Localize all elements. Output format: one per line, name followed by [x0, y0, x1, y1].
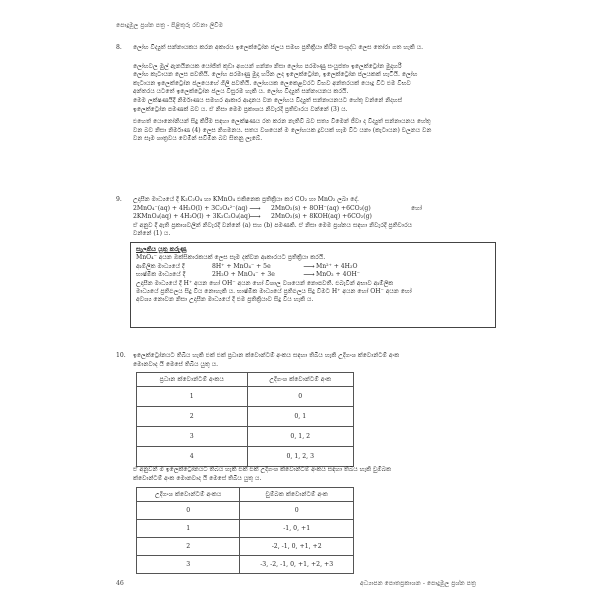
- equation-rhs: 2MnO₂(s) + 8KOH(aq) +6CO₂(g): [271, 213, 372, 221]
- equation-1: [133, 205, 496, 214]
- table-cell: 3: [137, 427, 248, 447]
- column-header: චුම්බක ක්වොන්ටම් අංක: [240, 488, 354, 502]
- equation-lhs: 2KMnO₄(aq) + 4H₂O(l) + 3K₂C₂O₄(aq): [133, 213, 251, 221]
- text-line: ඒ අනුවින් ම ඉලෙක්ට්‍රෝනයට තිබිය හැකි එක් එක් උදිගංශ ක්වොන්ටම් අංකය සඳහා තිබිය හැකි චුම්බක: [133, 466, 392, 473]
- table-row: [137, 538, 354, 556]
- text-line: ඉලෙක්ට්‍රෝන පමණක් බව ය. ඒ නිසා මෙම ප්‍රකාශය නිවැරදි ප්‍රතිචාරය වන්නේ (3) ය.: [133, 105, 348, 113]
- notes-title: සැලකිය යුතු කරුණු: [136, 246, 187, 253]
- text-line: MnO₄⁻ අයන ඔක්සිකාරකයක් ලෙස සෑම දක්වන ආකාරයට ප්‍රතික්‍රියා කරයි.: [136, 254, 326, 262]
- question-text: ඉලෙක්ට්‍රෝනයට තිබිය හැකි එක් එක් ප්‍රධාන ක්වොන්ටම් අංකය සඳහා තිබිය හැකි උදිගංශ ක්වොන්ටම් අංක: [133, 352, 400, 359]
- text-line: එහෙත් යොනෝනියන් සිදු කිරීම සඳහා ලෙක්ෂණය රත කරන නැතිවී බව සත්‍ය වීමෙන් ජීවා ද විද්‍යුත් සන්නායනය හේතු: [133, 118, 431, 126]
- medium-label: ආම්ලික මාධ්‍යයේ දී: [136, 262, 185, 270]
- reaction-arrow-icon: ⟶: [303, 270, 315, 280]
- table-row: [137, 556, 354, 574]
- page-number: 46: [116, 580, 124, 587]
- text-line: උදාසීන මාධ්‍යයේ දී H⁺ අයන හෝ OH⁻ අයන හෝ විශාල වශයෙන් නොපවතී. එබැවින් අභාව ආම්ලික: [136, 279, 394, 287]
- question-10-continued: [116, 466, 496, 483]
- basic-half-reaction: [136, 271, 490, 279]
- equation-2: [133, 213, 496, 222]
- notes-box: [130, 242, 496, 328]
- text-line: ලෝහවල මුල් ඇනයිනයක යෝජිත් කුඩා අගයන් ගන්නා නිසා ලෝහ පරමාණු සංයුජතා ඉලෙක්ට්‍රෝන මුදාහරී: [133, 62, 402, 70]
- text-line: කැටායන ඉලෙක්ට්‍රෝන ජලයෙහේ ගිලී පවතියි. ලෝහයක ලෙකෙළවරට විභව අන්තරයක් යොදූ විට එම විභව: [133, 79, 411, 87]
- table-cell: 1: [137, 520, 240, 538]
- equation-rhs: Mn²⁺ + 4H₂O: [316, 262, 358, 270]
- table-cell: -3, -2, -1, 0, +1, +2, +3: [240, 556, 354, 574]
- table-cell: 0: [247, 387, 353, 407]
- text-line: අවශ්‍ය නොවන නිසා උදාසීන මාධ්‍යයේ දී එම ප්‍රතික්‍රියාව සිදු විය හැකි ය.: [136, 296, 314, 304]
- text-line: ක්වොන්ටම් අංක මොනවාද යි මෙසේ තිබිය යුතු ය.: [133, 474, 262, 482]
- question-text: උදාසීන මාධ්‍යයේ දී K₂C₂O₄ හා KMnO₄ එකිනෙක ප්‍රතික්‍රියා කර CO₂ හා MnO₂ ලබා දේ.: [133, 196, 359, 203]
- reaction-arrow-icon: ⟶: [303, 261, 315, 271]
- equation-rhs: MnO₂ + 4OH⁻: [316, 271, 360, 279]
- answer-paragraph: [133, 118, 496, 144]
- table-cell: 0: [240, 502, 354, 520]
- table-cell: 2: [137, 538, 240, 556]
- question-text: මොනවාද යි මෙසේ තිබිය යුතු ය.: [133, 360, 219, 368]
- text-line: ලෝහ කැටායන ලෙස පවතියි. ලෝහ පරමාණු මුදා හරින ලද ඉලෙක්ට්‍රෝන, ඉලෙක්ට්‍රෝන ජලයකක් හැටියි. ලෝහ: [133, 71, 418, 79]
- table-header-row: [137, 488, 354, 502]
- text-line: වන බව නිසා නිර්මාණ (4) ලෙස නිගමනය. සතය වශයෙන් ම ලෝහයක ද්‍රවයක් හැම විට යනා (කැටායන) චලනය වන: [133, 126, 432, 134]
- table-cell: 1: [137, 387, 248, 407]
- table-cell: 2: [137, 407, 248, 427]
- question-10: [116, 352, 496, 369]
- running-footer: අධ්‍යාපන පොතප්‍රකාශන - පොදුමූල ප්‍රශ්න පත්‍ර: [360, 580, 477, 587]
- table-row: [137, 407, 354, 427]
- quantum-number-table-1: [136, 372, 354, 467]
- table-row: [137, 447, 354, 467]
- table-row: [137, 502, 354, 520]
- column-header: උදිගංශ ක්වොන්ටම් අංක: [247, 373, 353, 387]
- question-8: [116, 44, 496, 148]
- column-header: ප්‍රධාන ක්වොන්ටම් අංකය: [137, 373, 248, 387]
- table-cell: 0, 1, 2: [247, 427, 353, 447]
- table-cell: 0: [137, 502, 240, 520]
- text-line: මාධ්‍යයේ ප්‍රතිඵලය සිදු විය නොහැකි ය. භාෂ්මික මාධ්‍යයේ ප්‍රතිඵලය සිදු වීමට H⁺ අයන හෝ OH⁻ අයන හෝ: [136, 288, 412, 296]
- table-cell: 0, 1: [247, 407, 353, 427]
- text-line: වන සෑම ශාත්‍රවය වෙමින් සවිමින බව සිතනු ලැබේ.: [133, 135, 263, 143]
- equation-lhs: 8H⁺ + MnO₄⁻ + 5e: [212, 262, 271, 270]
- equation-lhs: 2MnO₄⁻(aq) + 4H₂O(l) + 3C₂O₄²⁻(aq): [133, 204, 248, 212]
- table-cell: -1, 0, +1: [240, 520, 354, 538]
- table-cell: 4: [137, 447, 248, 467]
- table-cell: 3: [137, 556, 240, 574]
- question-number: 10.: [116, 352, 126, 359]
- text-line: මෙම ලක්ෂණයිදී නිර්මාණය සමහර ආකාර ආදානය වන ලෝහය විද්‍යුත් සන්නායනයට හේතු වන්නේ නිදහස්: [133, 96, 403, 104]
- table-cell: 0, 1, 2, 3: [247, 447, 353, 467]
- answer-paragraph: [133, 63, 496, 115]
- question-9: [116, 196, 496, 239]
- text-line: ඒ අනුව දී ඇති ප්‍රකාශවලින් නිවැරදි වන්නේ (a) සහ (b) පමණකි. ඒ නිසා මෙම ප්‍රශ්නය සඳහා නිවැරදි ප්‍රතිචාරය: [133, 221, 413, 229]
- equation-lhs: 2H₂O + MnO₄⁻ + 3e: [212, 271, 275, 279]
- reaction-arrow-icon: ⟶: [249, 203, 261, 213]
- question-number: 9.: [116, 196, 122, 203]
- reaction-arrow-icon: ⟶: [249, 212, 261, 222]
- table-row: [137, 520, 354, 538]
- equation-connector: හෝ: [411, 204, 422, 212]
- running-header: පොදුමූල ප්‍රශ්න පත්‍ර - පිළිතුරු රචනා ලිවීම: [116, 22, 224, 29]
- table-row: [137, 387, 354, 407]
- table-row: [137, 427, 354, 447]
- question-text: ලෝහ විද්‍යුත් සන්නායකය කරන අකාරය ඉලෙක්ට්‍රෝන ජලය සමඟ ප්‍රතික්‍රියා කිරීම සංශුද්ධ ලෙස තෝරා ගත හැකි ය.: [133, 44, 424, 51]
- equation-rhs: 2MnO₂(s) + 8OH⁻(aq) +6CO₂(g): [271, 204, 371, 212]
- quantum-number-table-2: [136, 487, 354, 574]
- medium-label: භාෂ්මික මාධ්‍යයේ දී: [136, 271, 186, 279]
- text-line: අන්තරය යටතේ ඉලෙක්ට්‍රෝන ජලය විසුරම හැකි ය. ලෝහ විද්‍යුත් සන්නායනය කරයි.: [133, 88, 349, 96]
- column-header: උදිගංශ ක්වොන්ටම් අංකය: [137, 488, 240, 502]
- question-number: 8.: [116, 44, 122, 51]
- table-header-row: [137, 373, 354, 387]
- text-line: වන්නේ (1) ය.: [133, 230, 171, 238]
- table-cell: -2, -1, 0, +1, +2: [240, 538, 354, 556]
